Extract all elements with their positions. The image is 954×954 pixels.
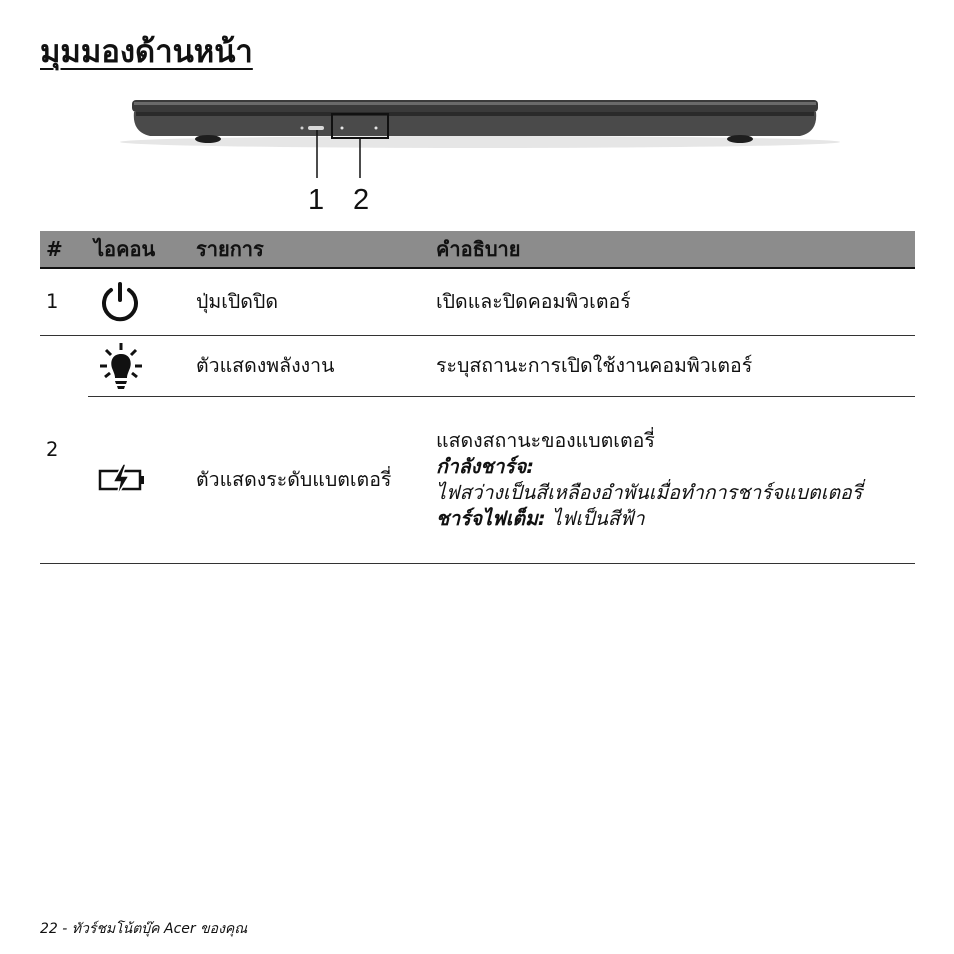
page-footer: 22 - ทัวร์ชมโน้ตบุ๊ค Acer ของคุณ — [40, 921, 248, 937]
row-icon-cell — [88, 397, 190, 564]
table-row — [40, 336, 915, 397]
header-description: คำอธิบาย — [430, 231, 915, 268]
row-item: ปุ่มเปิดปิด — [190, 268, 430, 336]
row-description — [430, 397, 915, 564]
row-item: ตัวแสดงระดับแบตเตอรี่ — [190, 397, 430, 564]
header-item: รายการ — [190, 231, 430, 268]
charging-text: ไฟสว่างเป็นสีเหลืองอำพันเมื่อทำการชาร์จแบตเตอรี่ — [436, 481, 863, 504]
full-charge-line — [436, 506, 915, 532]
header-icon: ไอคอน — [88, 231, 190, 268]
callout-label-2: 2 — [353, 184, 370, 216]
row-icon-cell — [88, 268, 190, 336]
header-num: # — [40, 231, 88, 268]
light-bulb-icon — [98, 342, 144, 390]
row-num: 2 — [40, 336, 88, 564]
battery-description-intro: แสดงสถานะของแบตเตอรี่ — [436, 429, 655, 452]
row-description: เปิดและปิดคอมพิวเตอร์ — [430, 268, 915, 336]
table-row — [40, 397, 915, 564]
table-header-row — [40, 231, 915, 268]
row-description: ระบุสถานะการเปิดใช้งานคอมพิวเตอร์ — [430, 336, 915, 397]
page-title: มุมมองด้านหน้า — [40, 34, 253, 70]
laptop-front-view-illustration — [110, 92, 850, 222]
full-charge-label: ชาร์จไฟเต็ม: — [436, 507, 546, 530]
battery-charging-icon — [98, 463, 148, 497]
row-item: ตัวแสดงพลังงาน — [190, 336, 430, 397]
table-row — [40, 268, 915, 336]
front-view-table — [40, 231, 915, 564]
power-icon — [98, 280, 142, 324]
charging-label: กำลังชาร์จ: — [436, 455, 535, 478]
laptop-front-view-figure — [110, 92, 850, 222]
full-charge-text: ไฟเป็นสีฟ้า — [551, 507, 645, 530]
row-icon-cell — [88, 336, 190, 397]
row-num: 1 — [40, 268, 88, 336]
callout-label-1: 1 — [308, 184, 325, 216]
